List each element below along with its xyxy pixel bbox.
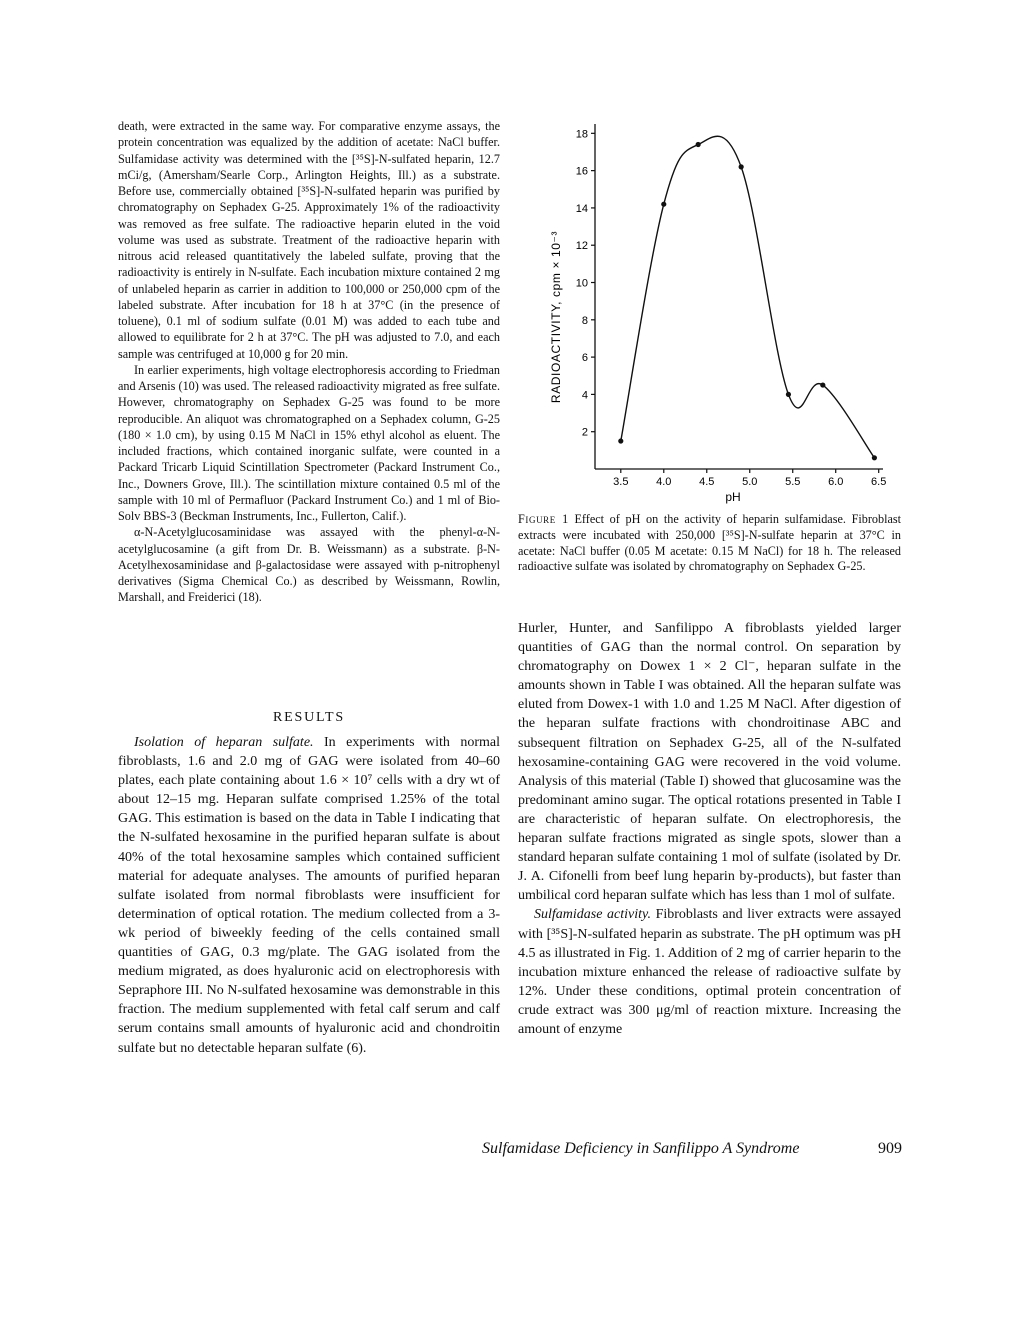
y-tick-label: 4 <box>581 389 588 402</box>
run-in-heading: Sulfamidase activity. <box>534 907 651 923</box>
y-tick-label: 2 <box>581 426 588 439</box>
figure-1-chart <box>518 112 903 512</box>
paragraph <box>118 733 500 1058</box>
y-axis-label: RADIOACTIVITY, cpm × 10⁻³ <box>549 230 563 404</box>
run-in-heading: Isolation of heparan sulfate. <box>134 735 314 750</box>
x-tick-label: 5.0 <box>742 476 758 488</box>
data-point <box>696 142 701 147</box>
data-point <box>786 392 791 397</box>
data-point <box>739 164 744 169</box>
paragraph-text: Fibroblasts and liver extracts were assayed with [³⁵S]-N-sulfated heparin as substrate. The pH optimum was pH 4.5 as illustrated in Fig. 1. Addition of 2 mg of carrier heparin to the incubation mixture enhanced the release of radioactive sulfate by 12%. Under these conditions, optimal protein concentration of crude extract was 300 μg/ml of reaction mixture. Increasing the amount of enzyme <box>518 907 901 1037</box>
caption-text: Effect of pH on the activity of heparin sulfamidase. Fibroblast extracts were incubated with 250,000 [³⁵S]-N-sulfate heparin at 37°C in acetate: NaCl buffer (0.05 M acetate: 0.15 M NaCl) for 18 h. The released radioactive sulfate was isolated by chromatography on Sephadex G-25. <box>518 512 901 574</box>
paragraph: In earlier experiments, high voltage electrophoresis according to Friedman and Arsenis (10) was used. The released radioactivity migrated as free sulfate. However, chromatography on Sephadex G-25 was found to be more reproducible. An aliquot was chromatographed on a Sephadex column, G-25 (180 × 1.0 cm), by using 0.15 M NaCl in 15% ethyl alcohol as eluent. The included fractions, which contained inorganic sulfate, were counted in a Packard Tricarb Liquid Scintillation Spectrometer (Packard Instrument Co., Inc., Downers Grove, Ill.). The scintillation mixture contained 0.5 ml of the sample with 10 ml of Permafluor (Packard Instrument Co.) and 1 ml of Bio-Solv BBS-3 (Beckman Instruments, Inc., Fullerton, Calif.). <box>118 362 500 523</box>
paragraph-text: In experiments with normal fibroblasts, 1.6 and 2.0 mg of GAG were isolated from 40–60 plates, each plate containing about 1.6 × 10⁷ cells with a dry wt of about 12–15 mg. Heparan sulfate comprised 1.25% of the total GAG. This estimation is based on the data in Table I indicating that the N-sulfated hexosamine in the purified heparan sulfate is about 40% of the total hexosamine samples which contained sufficient material for adequate analyses. The amounts of purified heparan sulfate isolated from normal fibroblasts were insufficient for determination of optical rotation. The medium collected from a 3-wk period of biweekly feeding of the cells contained small quantities of GAG, 0.3 mg/plate. The GAG isolated from the medium migrated, as does hyaluronic acid on electrophoresis with Sepraphore III. No N-sulfated hexosamine was demonstrable in this fraction. The medium supplemented with fetal calf serum and calf serum contains small amounts of hyaluronic acid and chondroitin sulfate but no detectable heparan sulfate (6). <box>118 735 500 1056</box>
figure-label: Figure 1 <box>518 512 569 526</box>
figure-caption <box>518 512 901 575</box>
results-text <box>118 733 500 1058</box>
series-line <box>621 136 875 458</box>
paragraph: death, were extracted in the same way. For comparative enzyme assays, the protein concentration was equalized by the addition of acetate: NaCl buffer. Sulfamidase activity was determined with the [³⁵S]-N-sulfated heparin, 12.7 mCi/g, (Amersham/Searle Corp., Arlington Heights, Ill.) as a substrate. Before use, commercially obtained [³⁵S]-N-sulfated heparin was purified by chromatography on Sephadex G-25. Approximately 1% of the radioactivity was removed as free sulfate. The radioactive heparin eluted in the void volume was used as substrate. Treatment of the radioactive heparin with nitrous acid released quantitatively the labeled sulfate, proving that the radioactivity is entirely in N-sulfate. Each incubation mixture contained 2 mg of unlabeled heparin as carrier in addition to 100,000 or 250,000 cpm of the labeled substrate. After incubation for 18 h at 37°C (in the presence of toluene), 0.1 ml of sodium sulfate (0.01 M) was added to each tube and allowed to equilibrate for 2 h at 37°C. The pH was adjusted to 7.0, and each sample was centrifuged at 10,000 g for 20 min. <box>118 119 500 361</box>
paragraph <box>518 905 901 1039</box>
paragraph: Hurler, Hunter, and Sanfilippo A fibroblasts yielded larger quantities of GAG than the normal control. On separation by chromatography on Dowex 1 × 2 Cl⁻, heparan sulfate in the amounts shown in Table I was obtained. All the heparan sulfate was eluted from Dowex-1 with 1.0 and 1.25 M NaCl. After digestion of the heparan sulfate fractions with chondroitinase ABC and subsequent filtration on Sephadex G-25, all of the N-sulfated hexosamine-containing GAG were recovered in the void volume. Analysis of this material (Table I) showed that glucosamine was the predominant amino sugar. The optical rotations presented in Table I are characteristic of heparan sulfate. On electrophoresis, the heparan sulfate fractions migrated as single spots, slower than a standard heparan sulfate containing 1 mol of sulfate (isolated by Dr. J. A. Cifonelli from beef lung heparin by-products), but faster than umbilical cord heparan sulfate which has less than 1 mol of sulfate. <box>518 621 901 904</box>
x-tick-label: 5.5 <box>785 476 801 488</box>
y-tick-label: 6 <box>581 352 588 365</box>
y-tick-label: 12 <box>575 240 588 253</box>
data-point <box>661 202 666 207</box>
chart-axes <box>595 124 883 469</box>
section-heading: RESULTS <box>273 710 345 725</box>
footer-title: Sulfamidase Deficiency in Sanfilippo A Syndrome <box>482 1140 800 1157</box>
x-tick-label: 6.5 <box>871 476 887 488</box>
data-point <box>872 455 877 460</box>
page-number: 909 <box>878 1140 902 1157</box>
y-tick-label: 14 <box>575 202 588 215</box>
data-point <box>618 438 623 443</box>
y-tick-label: 16 <box>575 165 588 178</box>
x-axis-label: pH <box>725 490 741 504</box>
y-tick-label: 8 <box>581 314 588 327</box>
methods-text <box>118 118 500 606</box>
x-tick-label: 4.0 <box>656 476 672 488</box>
paragraph: α-N-Acetylglucosaminidase was assayed with the phenyl-α-N-acetylglucosamine (a gift from Dr. B. Weissmann) as a substrate. β-N-Acetylhexosaminidase and β-galactosidase were assayed with p-nitrophenyl derivatives (Sigma Chemical Co.) as described by Weissmann, Rowlin, Marshall, and Freiderici (18). <box>118 525 500 605</box>
x-tick-label: 4.5 <box>699 476 715 488</box>
x-tick-label: 6.0 <box>828 476 844 488</box>
data-point <box>820 382 825 387</box>
results-text-continued <box>518 619 901 1039</box>
y-tick-label: 10 <box>575 277 588 290</box>
x-tick-label: 3.5 <box>613 476 629 488</box>
y-tick-label: 18 <box>575 128 588 141</box>
chart-series <box>618 136 877 460</box>
chart-svg <box>518 112 903 512</box>
